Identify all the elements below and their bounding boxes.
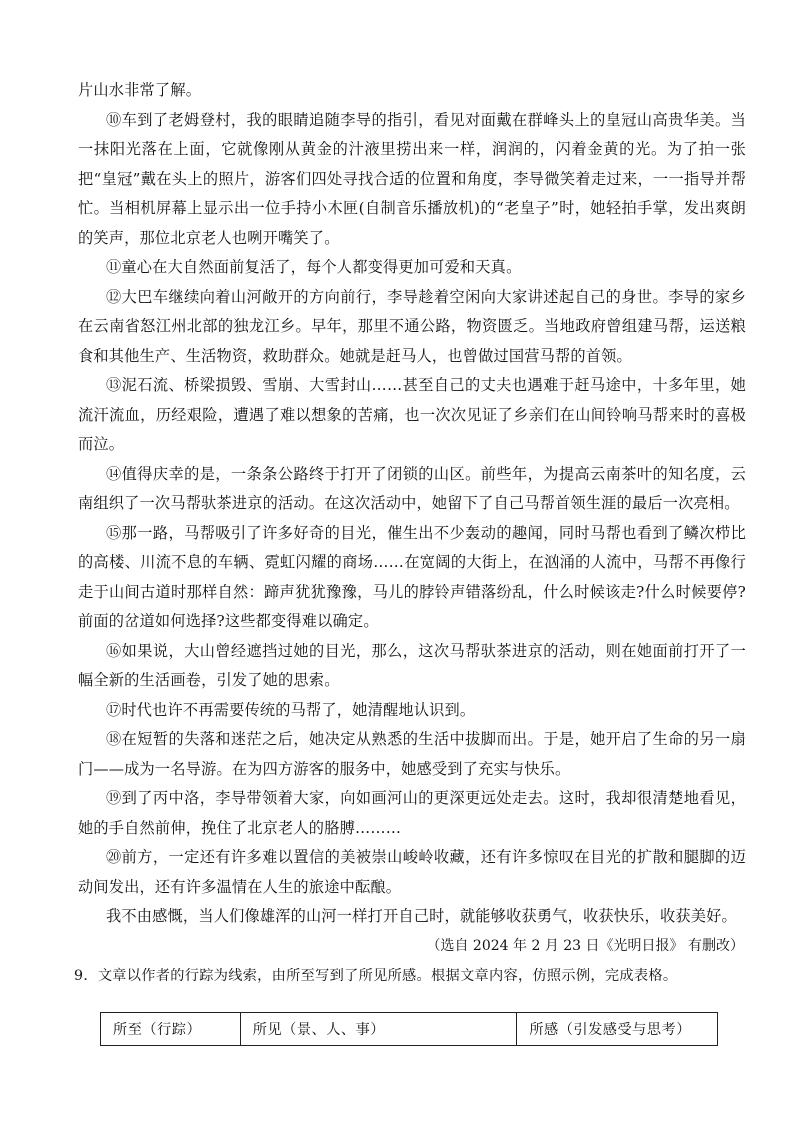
answer-table bbox=[100, 1012, 718, 1046]
article-paragraph: 我不由感慨，当人们像雄浑的山河一样打开自己时，就能够收获勇气，收获快乐，收获美好。 bbox=[106, 907, 737, 925]
article-paragraph: 片山水非常了解。 bbox=[78, 81, 202, 99]
header-cell-observation: 所见（景、人、事） bbox=[240, 1013, 517, 1046]
article-paragraph: ⑯如果说，大山曾经遮挡过她的目光，那么，这次马帮驮茶进京的活动，则在她面前打开了一幅全新的生活画卷，引发了她的思索。 bbox=[78, 641, 746, 689]
article-paragraph: ⑮那一路，马帮吸引了许多好奇的目光，催生出不少轰动的趣闻，同时马帮也看到了鳞次栉比的高楼、川流不息的车辆、霓虹闪耀的商场……在宽阔的大街上，在汹涌的人流中，马帮不再像行走于山间古道时那样自然：蹄声犹犹豫豫，马儿的脖铃声错落纷乱，什么时候该走?什么时候要停?前面的岔道如何选择?这些都变得难以确定。 bbox=[78, 523, 746, 630]
article-paragraph: ⑰时代也许不再需要传统的马帮了，她清醒地认识到。 bbox=[106, 700, 476, 719]
article-body bbox=[74, 76, 746, 988]
answer-table-header-row bbox=[101, 1013, 718, 1046]
article-paragraph: ⑬泥石流、桥梁损毁、雪崩、大雪封山……甚至自己的丈夫也遇难于赶马途中，十多年里，她流汗流血，历经艰险，遭遇了难以想象的苦痛，也一次次见证了乡亲们在山间铃响马帮来时的喜极而泣。 bbox=[78, 376, 746, 453]
article-paragraph: ⑲到了丙中洛，李导带领着大家，向如画河山的更深更远处走去。这时，我却很清楚地看见，她的手自然前伸，挽住了北京老人的胳膊……… bbox=[78, 789, 746, 837]
article-paragraph: ⑫大巴车继续向着山河敞开的方向前行，李导趁着空闲向大家讲述起自己的身世。李导的家乡在云南省怒江州北部的独龙江乡。早年，那里不通公路，物资匮乏。当地政府曾组建马帮，运送粮食和其他生产、生活物资，救助群众。她就是赶马人，也曾做过国营马帮的首领。 bbox=[78, 287, 746, 365]
article-paragraph: ⑪童心在大自然面前复活了，每个人都变得更加可爱和天真。 bbox=[106, 258, 522, 276]
article-paragraph: ⑱在短暂的失落和迷茫之后，她决定从熟悉的生活中拔脚而出。于是，她开启了生命的另一扇门——成为一名导游。在为四方游客的服务中，她感受到了充实与快乐。 bbox=[78, 730, 746, 778]
question-9-text: 9．文章以作者的行踪为线索，由所至写到了所见所感。根据文章内容，仿照示例，完成表格。 bbox=[74, 967, 678, 984]
header-cell-destination: 所至（行踪） bbox=[101, 1013, 241, 1046]
article-source: （选自 2024 年 2 月 23 日《光明日报》 有删改） bbox=[426, 937, 744, 954]
article-paragraph: ⑳前方，一定还有许多难以置信的美被崇山峻岭收藏，还有许多惊叹在目光的扩散和腿脚的迈动间发出，还有许多温情在人生的旅途中酝酿。 bbox=[78, 848, 746, 896]
article-paragraph: ⑭值得庆幸的是，一条条公路终于打开了闭锁的山区。前些年，为提高云南茶叶的知名度，云南组织了一次马帮驮茶进京的活动。在这次活动中，她留下了自己马帮首领生涯的最后一次亮相。 bbox=[78, 464, 746, 512]
article-paragraph: ⑩车到了老姆登村，我的眼睛追随李导的指引，看见对面戴在群峰头上的皇冠山高贵华美。当一抹阳光落在上面，它就像刚从黄金的汁液里捞出来一样，润润的，闪着金黄的光。为了拍一张把“皇冠”戴在头上的照片，游客们四处寻找合适的位置和角度，李导微笑着走过来，一一指导并帮忙。当相机屏幕上显示出一位手持小木匣(自制音乐播放机)的“老皇子”时，她轻拍手掌，发出爽朗的笑声，那位北京老人也咧开嘴笑了。 bbox=[78, 110, 746, 247]
header-cell-feeling: 所感（引发感受与思考） bbox=[517, 1013, 718, 1046]
